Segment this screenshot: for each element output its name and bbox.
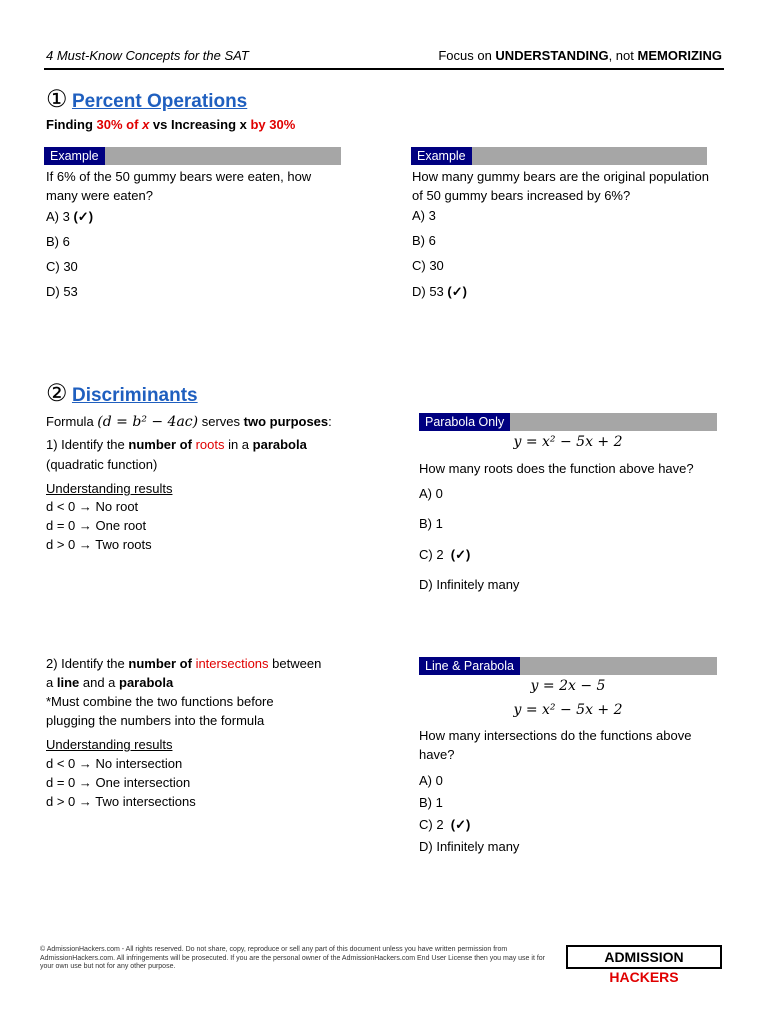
- example2-option-c: C) 30: [412, 258, 444, 273]
- purpose2-line: 2) Identify the number of intersections between: [46, 656, 322, 671]
- parabola-question: How many roots does the function above have?: [419, 461, 694, 476]
- example1-bar: Example: [44, 147, 341, 165]
- result-row: d < 0 → No intersection: [46, 756, 183, 771]
- line-parabola-option-d: D) Infinitely many: [419, 839, 520, 854]
- section2-number: ②: [46, 380, 68, 407]
- section1-number: ①: [46, 86, 68, 113]
- footer-copyright: © AdmissionHackers.com - All rights reserved. Do not share, copy, reproduce or sell any part of this document unless you have written permission from AdmissionHackers.com. All infringements will be prosecuted. If you are the personal owner of the AdmissionHackers.com End User License then you may use it for your own use but not for any other purpose.: [40, 946, 546, 970]
- parabola-bar: Parabola Only: [419, 413, 717, 431]
- header-tagline: Focus on UNDERSTANDING, not MEMORIZING: [438, 48, 722, 63]
- purpose1-sub: (quadratic function): [46, 457, 158, 472]
- line-parabola-option-c: C) 2 (✓): [419, 817, 471, 832]
- example1-option-c: C) 30: [46, 259, 78, 274]
- result-row: d > 0 → Two intersections: [46, 794, 196, 809]
- example1-option-b: B) 6: [46, 234, 70, 249]
- section1-subtitle: Finding 30% of x vs Increasing x by 30%: [46, 117, 296, 132]
- line-parabola-bar: Line & Parabola: [419, 657, 717, 675]
- header-title: 4 Must-Know Concepts for the SAT: [46, 48, 249, 63]
- example2-option-b: B) 6: [412, 233, 436, 248]
- purpose2-line2: a line and a parabola: [46, 675, 174, 690]
- header-rule: [44, 68, 724, 70]
- purpose1-line: 1) Identify the number of roots in a parabola: [46, 437, 307, 452]
- section1-heading: [46, 88, 247, 113]
- line-parabola-option-b: B) 1: [419, 795, 443, 810]
- parabola-equation: y = x² − 5x + 2: [513, 434, 623, 450]
- section2-heading: [46, 382, 198, 407]
- result-row: d = 0 → One root: [46, 518, 147, 533]
- parabola-option-b: B) 1: [419, 516, 443, 531]
- parabola-option-c: C) 2 (✓): [419, 547, 471, 562]
- example1-option-d: D) 53: [46, 284, 78, 299]
- example2-bar: Example: [411, 147, 707, 165]
- example2-question: How many gummy bears are the original population of 50 gummy bears increased by 6%?: [412, 169, 709, 203]
- understanding-heading: Understanding results: [46, 737, 173, 752]
- example1-option-a: A) 3 (✓): [46, 209, 94, 224]
- example2-option-a: A) 3: [412, 208, 436, 223]
- understanding-heading: Understanding results: [46, 481, 173, 496]
- formula-line: Formula (d = b² − 4ac) serves two purposes:: [46, 414, 332, 430]
- parabola-option-a: A) 0: [419, 486, 443, 501]
- line-equation: y = 2x − 5: [530, 678, 606, 694]
- parabola-option-d: D) Infinitely many: [419, 577, 520, 592]
- section2-title: Discriminants: [71, 385, 198, 406]
- line-parabola-question: How many intersections do the functions above have?: [419, 728, 692, 762]
- example2-option-d: D) 53 (✓): [412, 284, 467, 299]
- brand-logo: ADMISSION HACKERS: [566, 945, 722, 969]
- line-parabola-option-a: A) 0: [419, 773, 443, 788]
- result-row: d < 0 → No root: [46, 499, 139, 514]
- result-row: d = 0 → One intersection: [46, 775, 191, 790]
- purpose2-note: *Must combine the two functions before: [46, 694, 274, 709]
- result-row: d > 0 → Two roots: [46, 537, 152, 552]
- parabola-equation-2: y = x² − 5x + 2: [513, 702, 623, 718]
- section1-title: Percent Operations: [71, 91, 248, 112]
- purpose2-note: plugging the numbers into the formula: [46, 713, 265, 728]
- example1-question: If 6% of the 50 gummy bears were eaten, how many were eaten?: [46, 169, 312, 203]
